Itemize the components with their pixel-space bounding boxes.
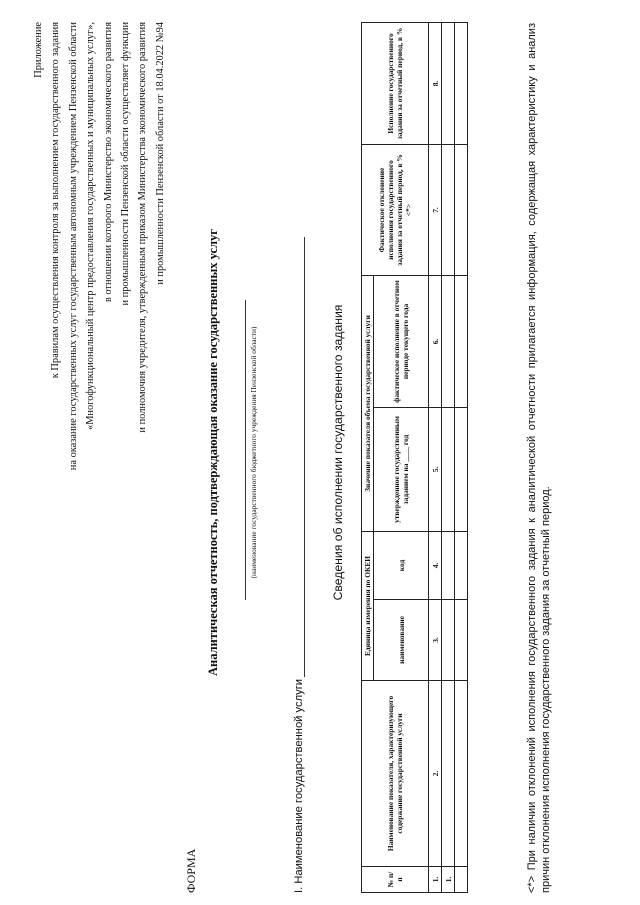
appendix-line: и полномочия учредителя, утвержденным приказом Министерства экономического развития bbox=[137, 22, 149, 433]
header-value: Значение показателя объема государственной услуги bbox=[362, 276, 374, 532]
service-name-row bbox=[293, 237, 305, 893]
table-cell[interactable] bbox=[442, 532, 455, 600]
table-row bbox=[455, 23, 468, 893]
table-cell[interactable] bbox=[455, 532, 468, 600]
table-cell[interactable] bbox=[442, 23, 455, 145]
table-cell[interactable] bbox=[455, 681, 468, 867]
table-cell[interactable] bbox=[455, 276, 468, 408]
header-unit: Единица измерения по ОКЕИ bbox=[362, 532, 374, 681]
header-num: № п/п bbox=[362, 867, 429, 893]
column-number: 4. bbox=[429, 532, 442, 600]
header-value-approved: утвержденное государственным заданием на ____ год bbox=[374, 408, 429, 532]
header-execution: Исполнение государственного задания за отчетный период, в % bbox=[362, 23, 429, 145]
institution-name-caption: (наименование государственного бюджетного учреждения Пензенской области) bbox=[249, 326, 258, 579]
header-unit-code: код bbox=[374, 532, 429, 600]
column-number: 8. bbox=[429, 23, 442, 145]
header-value-actual: фактическое исполнение в отчетном периоде текущего года bbox=[374, 276, 429, 408]
execution-table bbox=[361, 22, 468, 893]
document-title: Аналитическая отчетность, подтверждающая оказание государственных услуг bbox=[206, 229, 220, 676]
table-row bbox=[442, 23, 455, 893]
column-number: 6. bbox=[429, 276, 442, 408]
row-number: 1. bbox=[442, 867, 455, 893]
header-indicator-name: Наименование показателя, характеризующего содержание государственной услуги bbox=[362, 681, 429, 867]
form-label: ФОРМА bbox=[184, 848, 198, 893]
table-cell[interactable] bbox=[455, 23, 468, 145]
column-number: 3. bbox=[429, 600, 442, 681]
appendix-line: на оказание государственных услуг государственным автономным учреждением Пензенской области bbox=[67, 22, 79, 471]
appendix-line: к Правилам осуществления контроля за выполнением государственного задания bbox=[50, 22, 62, 379]
service-name-field[interactable] bbox=[293, 237, 305, 677]
footnote: <*> При наличии отклонений исполнения государственного задания к аналитической отчетности прилагается информация, содержащая характеристику и анализ причин отклонения исполнения государственного задания за отчетный период. bbox=[526, 23, 552, 893]
appendix-line: «Многофункциональный центр предоставления государственных и муниципальных услуг», bbox=[85, 22, 97, 430]
table-cell[interactable] bbox=[442, 276, 455, 408]
table-cell[interactable] bbox=[442, 145, 455, 276]
service-name-label: I. Наименование государственной услуги bbox=[293, 678, 305, 893]
header-unit-name: наименование bbox=[374, 600, 429, 681]
column-number: 5. bbox=[429, 408, 442, 532]
table-cell[interactable] bbox=[442, 600, 455, 681]
table-title: Сведения об исполнении государственного задания bbox=[331, 304, 345, 601]
column-number: 7. bbox=[429, 145, 442, 276]
appendix-line: в отношении которого Министерство экономического развития bbox=[102, 22, 114, 303]
table-cell[interactable] bbox=[442, 681, 455, 867]
appendix-header bbox=[30, 22, 169, 622]
institution-name-line bbox=[245, 300, 246, 600]
table-cell[interactable] bbox=[455, 408, 468, 532]
appendix-line: и промышленности Пензенской области от 18.04.2022 №94 bbox=[154, 22, 166, 285]
column-number-row bbox=[429, 23, 442, 893]
table-cell[interactable] bbox=[455, 145, 468, 276]
column-number: 1. bbox=[429, 867, 442, 893]
table-cell[interactable] bbox=[455, 600, 468, 681]
appendix-line: и промышленности Пензенской области осуществляет функции bbox=[120, 22, 132, 306]
table-cell[interactable] bbox=[455, 867, 468, 893]
appendix-line: Приложение bbox=[33, 22, 44, 78]
table-header-row bbox=[362, 23, 374, 893]
table-cell[interactable] bbox=[442, 408, 455, 532]
column-number: 2. bbox=[429, 681, 442, 867]
header-deviation: Фактическое отклонение исполнения государственного задания за отчетный период, в % <*> bbox=[362, 145, 429, 276]
